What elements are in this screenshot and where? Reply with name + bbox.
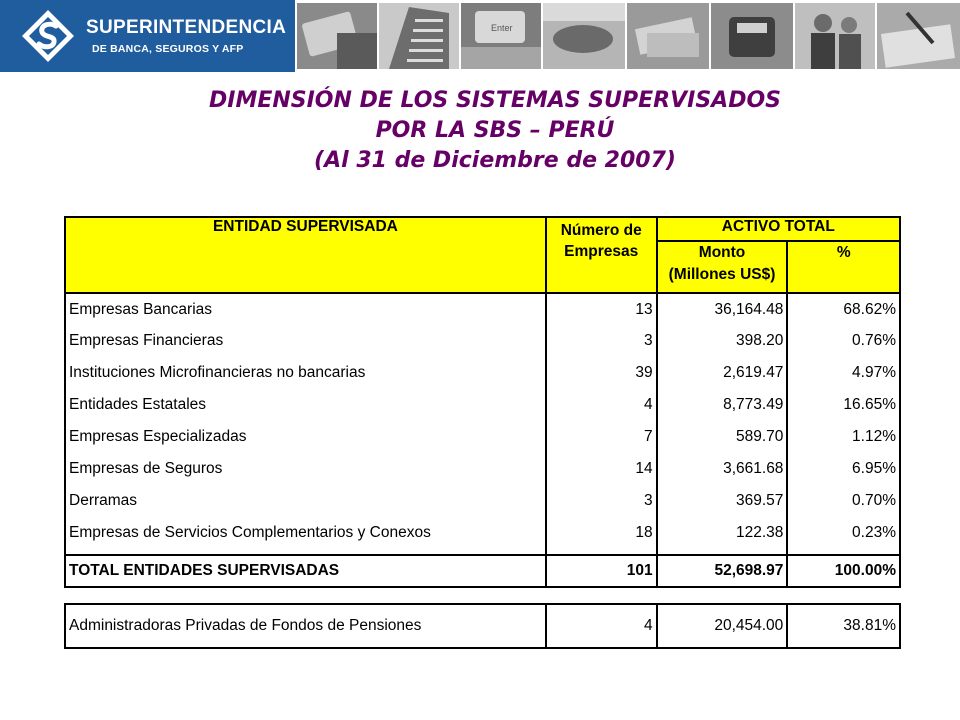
row-count: 14: [546, 453, 657, 485]
row-entity: Empresas Financieras: [65, 325, 546, 357]
total-amount: 52,698.97: [657, 555, 788, 587]
row-amount: 589.70: [657, 421, 788, 453]
sbs-logo: [0, 0, 295, 72]
afp-pct: 38.81%: [787, 604, 900, 648]
row-entity: Derramas: [65, 485, 546, 517]
row-amount: 122.38: [657, 517, 788, 549]
supervised-entities-table: [64, 216, 901, 588]
row-count: 39: [546, 357, 657, 389]
row-count: 7: [546, 421, 657, 453]
title-line-2: POR LA SBS – PERÚ: [375, 118, 615, 143]
row-amount: 36,164.48: [657, 293, 788, 325]
photo-credit-card: [297, 3, 377, 69]
total-pct: 100.00%: [787, 555, 900, 587]
brand-name: SUPERINTENDENCIA: [86, 17, 287, 38]
header-pct: %: [787, 241, 900, 293]
row-entity: Empresas Bancarias: [65, 293, 546, 325]
afp-amount: 20,454.00: [657, 604, 788, 648]
photo-banknotes: [627, 3, 709, 69]
table-row: [65, 453, 900, 485]
sbs-diamond-icon: [20, 8, 76, 64]
afp-row: [65, 604, 900, 648]
page-title: [0, 86, 960, 176]
header-amount: [657, 241, 788, 293]
header-count: [546, 217, 657, 293]
title-line-3: (Al 31 de Diciembre de 2007): [314, 148, 676, 173]
table-row: [65, 389, 900, 421]
row-entity: Empresas Especializadas: [65, 421, 546, 453]
table-row: [65, 325, 900, 357]
header-assets: ACTIVO TOTAL: [657, 217, 900, 241]
row-pct: 0.76%: [787, 325, 900, 357]
row-entity: Entidades Estatales: [65, 389, 546, 421]
photo-handshake: [543, 3, 625, 69]
photo-building: [379, 3, 459, 69]
row-amount: 8,773.49: [657, 389, 788, 421]
row-count: 3: [546, 485, 657, 517]
row-pct: 16.65%: [787, 389, 900, 421]
row-pct: 4.97%: [787, 357, 900, 389]
row-amount: 369.57: [657, 485, 788, 517]
row-count: 13: [546, 293, 657, 325]
photo-keyboard: [461, 3, 541, 69]
total-row: [65, 555, 900, 587]
table-row: [65, 517, 900, 549]
row-entity: Empresas de Servicios Complementarios y Conexos: [65, 517, 546, 549]
row-pct: 68.62%: [787, 293, 900, 325]
row-pct: 0.70%: [787, 485, 900, 517]
row-entity: Instituciones Microfinancieras no bancarias: [65, 357, 546, 389]
afp-table: [64, 603, 901, 649]
header-entity: ENTIDAD SUPERVISADA: [65, 217, 546, 293]
header-amount-line-2: (Millones US$): [668, 266, 776, 283]
photo-businessmen: [795, 3, 875, 69]
row-count: 3: [546, 325, 657, 357]
title-line-1: DIMENSIÓN DE LOS SISTEMAS SUPERVISADOS: [209, 88, 781, 113]
header-count-line-1: Número de: [560, 222, 642, 239]
header-amount-line-1: Monto: [698, 244, 746, 261]
table-row: [65, 421, 900, 453]
afp-count: 4: [546, 604, 656, 648]
total-entity: TOTAL ENTIDADES SUPERVISADAS: [65, 555, 546, 587]
table-row: [65, 357, 900, 389]
row-amount: 3,661.68: [657, 453, 788, 485]
row-amount: 398.20: [657, 325, 788, 357]
row-pct: 1.12%: [787, 421, 900, 453]
row-amount: 2,619.47: [657, 357, 788, 389]
row-count: 18: [546, 517, 657, 549]
svg-text:Enter: Enter: [491, 23, 513, 33]
row-pct: 6.95%: [787, 453, 900, 485]
header-banner: [0, 0, 960, 72]
photo-signing: [877, 3, 960, 69]
table-row: [65, 485, 900, 517]
row-entity: Empresas de Seguros: [65, 453, 546, 485]
brand-subtitle: DE BANCA, SEGUROS Y AFP: [92, 43, 244, 55]
photo-card-terminal: [711, 3, 793, 69]
row-count: 4: [546, 389, 657, 421]
afp-entity: Administradoras Privadas de Fondos de Pensiones: [65, 604, 546, 648]
table-row: [65, 293, 900, 325]
total-count: 101: [546, 555, 657, 587]
row-pct: 0.23%: [787, 517, 900, 549]
header-count-line-2: Empresas: [564, 243, 639, 260]
